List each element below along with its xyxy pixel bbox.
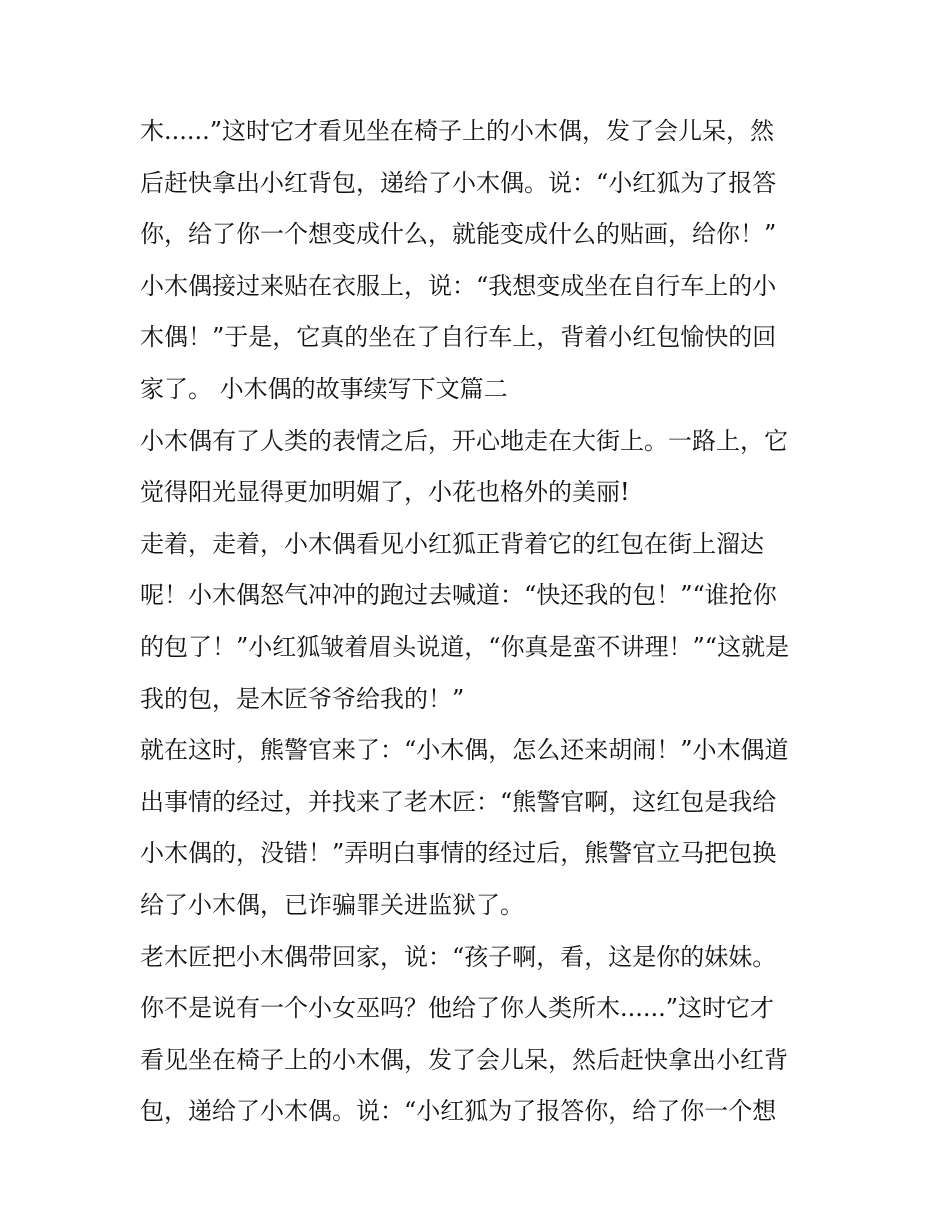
text-line: 出事情的经过，并找来了老木匠：“熊警官啊，这红包是我给 [140,787,777,816]
text-line: 我的包，是木匠爷爷给我的！” [140,684,465,713]
text-line: 给了小木偶，已诈骗罪关进监狱了。 [140,890,524,919]
text-line: 就在这时，熊警官来了：“小木偶，怎么还来胡闹！”小木偶道 [140,736,789,765]
text-line: 老木匠把小木偶带回家，说：“孩子啊，看，这是你的妹妹。 [140,942,777,971]
text-line: 觉得阳光显得更加明媚了，小花也格外的美丽! [140,478,630,507]
text-line: 呢！小木偶怒气冲冲的跑过去喊道：“快还我的包！”“谁抢你 [140,581,777,610]
text-line: 小木偶接过来贴在衣服上，说：“我想变成坐在自行车上的小 [140,271,777,300]
text-line: 你不是说有一个小女巫吗？他给了你人类所木......”这时它才 [140,994,775,1023]
text-line: 家了。 小木偶的故事续写下文篇二 [140,374,508,403]
story-text [140,106,820,1138]
text-line: 木偶！”于是，它真的坐在了自行车上，背着小红包愉快的回 [140,323,777,352]
text-line: 看见坐在椅子上的小木偶，发了会儿呆，然后赶快拿出小红背 [140,1045,788,1074]
text-line: 木......”这时它才看见坐在椅子上的小木偶，发了会儿呆，然 [140,117,775,145]
text-line: 小木偶有了人类的表情之后，开心地走在大街上。一路上，它 [140,426,788,455]
text-line: 包，递给了小木偶。说：“小红狐为了报答你，给了你一个想 [140,1097,777,1126]
text-line: 走着，走着，小木偶看见小红狐正背着它的红包在街上溜达 [140,529,764,558]
text-line: 小木偶的，没错！”弄明白事情的经过后，熊警官立马把包换 [140,839,777,868]
text-line: 的包了！”小红狐皱着眉头说道，“你真是蛮不讲理！”“这就是 [140,632,790,661]
text-line: 你，给了你一个想变成什么，就能变成什么的贴画，给你！” [140,220,777,249]
text-line: 后赶快拿出小红背包，递给了小木偶。说：“小红狐为了报答 [140,168,777,197]
